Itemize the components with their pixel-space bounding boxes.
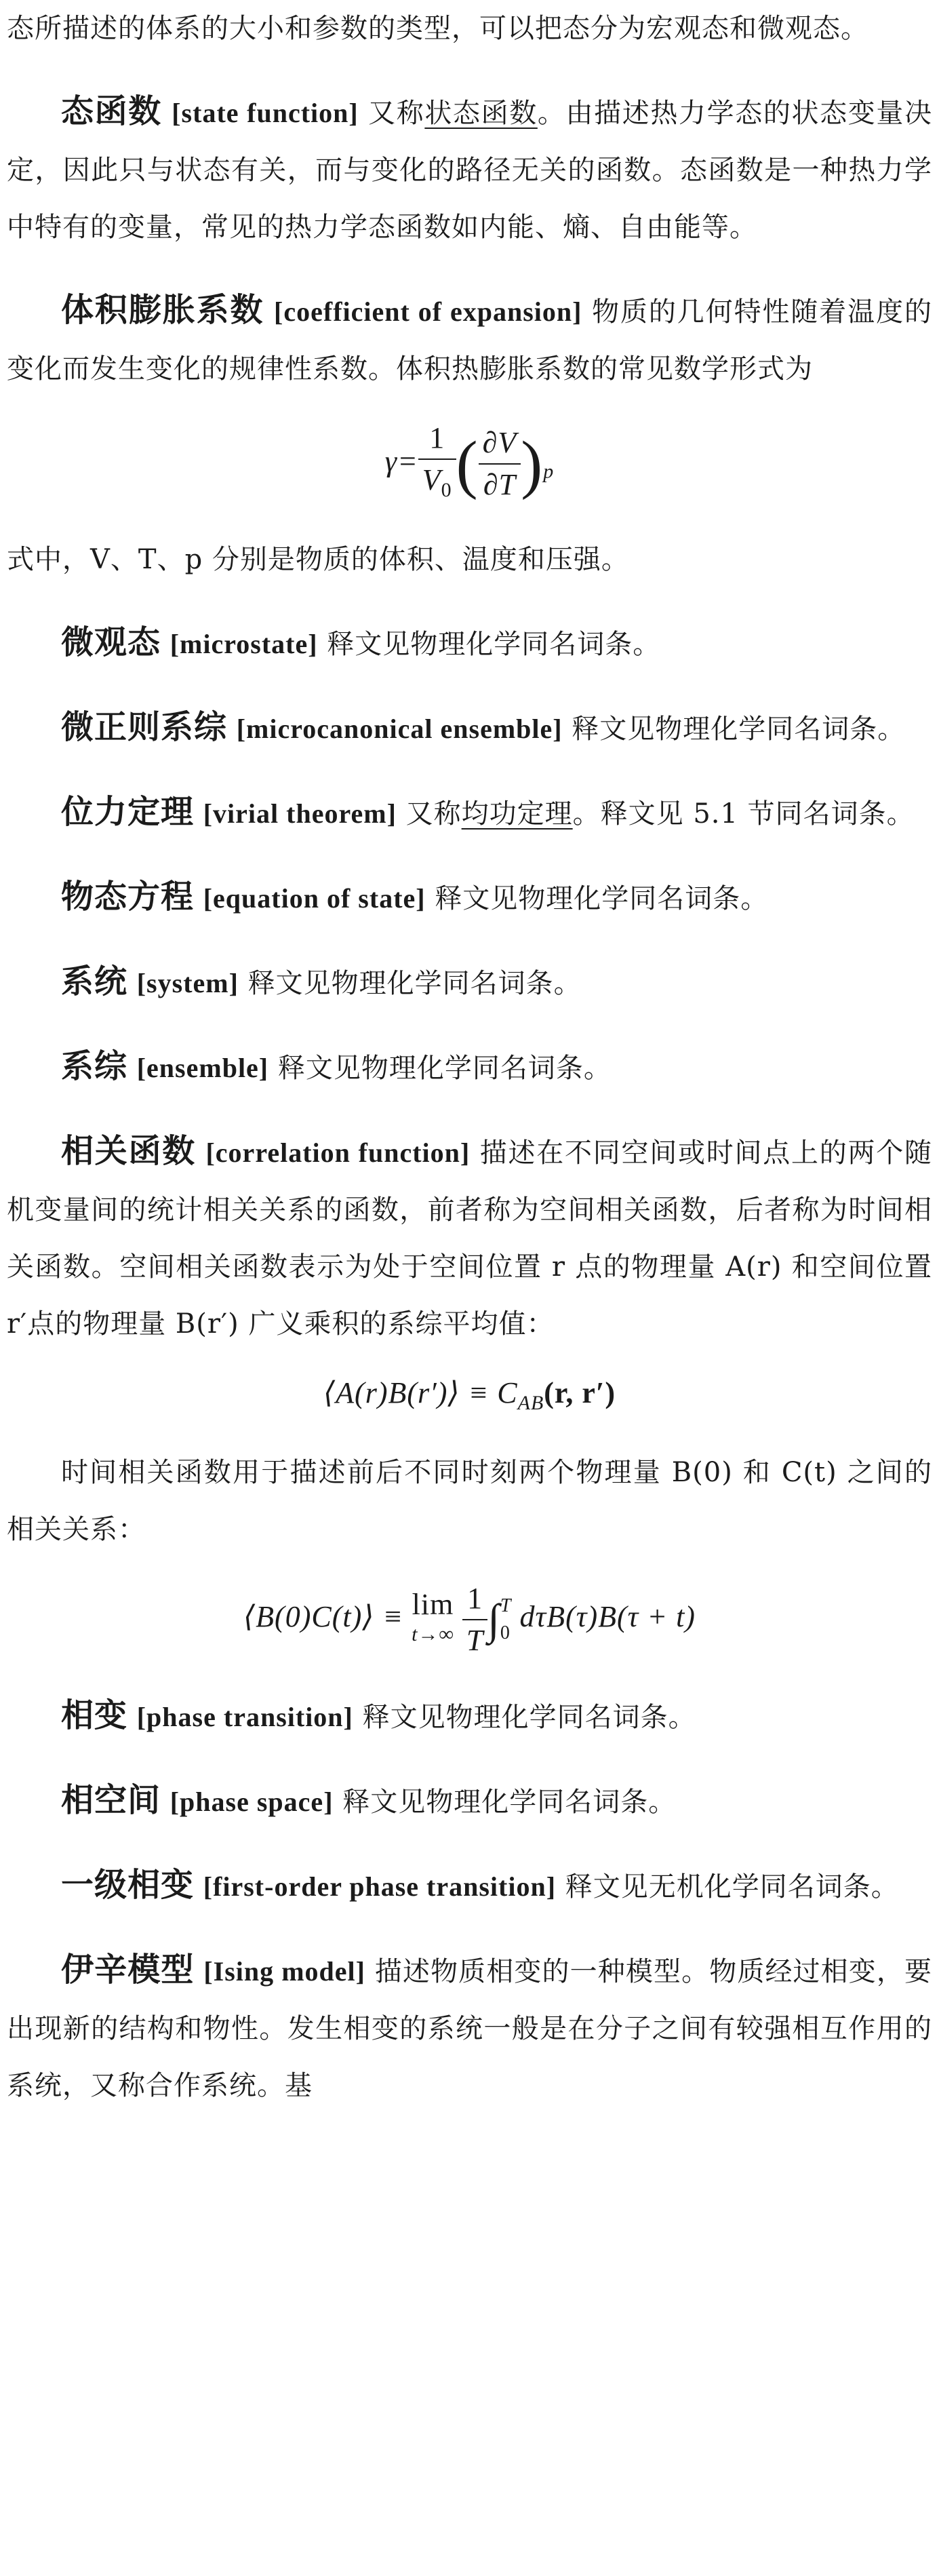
entry-microcanonical-ensemble bbox=[7, 699, 932, 758]
entry-english: [virial theorem] bbox=[203, 798, 397, 829]
entry-text: 。释文见 5.1 节同名词条。 bbox=[572, 798, 915, 830]
entry-microstate bbox=[7, 614, 932, 673]
entry-term: 相空间 bbox=[61, 1780, 161, 1819]
entry-equation-of-state bbox=[7, 868, 932, 927]
entry-text: 又称 bbox=[368, 98, 425, 129]
entry-english: [microstate] bbox=[169, 628, 318, 659]
entry-virial-theorem bbox=[7, 783, 932, 842]
entry-text: 释文见物理化学同名词条。 bbox=[435, 882, 769, 914]
entry-phase-transition bbox=[7, 1687, 932, 1746]
entry-term: 物态方程 bbox=[61, 877, 195, 916]
entry-ising-model bbox=[7, 1941, 932, 2114]
entry-english: [system] bbox=[136, 967, 239, 998]
entry-system bbox=[7, 953, 932, 1012]
entry-english: [ensemble] bbox=[136, 1052, 269, 1083]
entry-text: 释文见物理化学同名词条。 bbox=[572, 713, 906, 745]
entry-text: 描述在不同空间或时间点上的两个随机变量间的统计相关关系的函数，前者称为空间相关函数，后者称为时间相关函数。空间相关函数表示为处于空间位置 r 点的物理量 A(r) 和空间位置 r′点的物理量 B(r′) 广义乘积的系综平均值： bbox=[7, 1137, 932, 1340]
entry-term: 系综 bbox=[61, 1047, 128, 1085]
entry-text-time-correlation: 时间相关函数用于描述前后不同时刻两个物理量 B(0) 和 C(t) 之间的相关关系： bbox=[7, 1456, 932, 1545]
entry-english: [first-order phase transition] bbox=[203, 1871, 557, 1902]
entry-text: 释文见无机化学同名词条。 bbox=[565, 1871, 899, 1902]
expansion-formula: γ= $\frac{1}{V_0}$ ( $\frac{\partial V}{\partial T}$ )$_p$ bbox=[7, 418, 932, 511]
intro-paragraph: 态所描述的体系的大小和参数的类型，可以把态分为宏观态和微观态。 bbox=[7, 13, 868, 44]
formula-lhs: γ= bbox=[384, 444, 418, 478]
entry-text: 描述物质相变的一种模型。物质经过相变，要出现新的结构和物性。发生相变的系统一般是在分子之间有较强相互作用的系统，又称合作系统。基 bbox=[7, 1955, 933, 2101]
entry-state-function bbox=[7, 83, 932, 256]
entry-text: 释文见物理化学同名词条。 bbox=[247, 967, 582, 999]
entry-text: 释文见物理化学同名词条。 bbox=[277, 1052, 612, 1084]
entry-text: 释文见物理化学同名词条。 bbox=[362, 1701, 696, 1733]
entry-term: 相关函数 bbox=[61, 1131, 197, 1170]
time-correlation-formula: ⟨B(0)C(t)⟩ ≡ lim t→∞ $\frac{1}{T}$ ∫ T 0 dτB(τ)B(τ + t) bbox=[7, 1578, 932, 1661]
entry-correlation-function bbox=[7, 1123, 932, 1352]
entry-term: 相变 bbox=[61, 1696, 128, 1734]
formula-partial-fraction: $\frac{\partial V}{\partial T}$ bbox=[479, 423, 521, 505]
entry-coefficient-of-expansion bbox=[7, 281, 932, 397]
entry-english: [coefficient of expansion] bbox=[274, 296, 582, 327]
entry-text: 。由描述热力学态的状态变量决定，因此只与状态有关，而与变化的路径无关的函数。态函数是一种热力学中特有的变量，常见的热力学态函数如内能、熵、自由能等。 bbox=[7, 98, 933, 243]
entry-term: 位力定理 bbox=[61, 792, 195, 831]
entry-text: 物质的几何特性随着温度的变化而发生变化的规律性系数。体积热膨胀系数的常见数学形式为 bbox=[7, 296, 932, 385]
entry-term: 微正则系综 bbox=[61, 707, 228, 746]
entry-text-after-formula: 式中，V、T、p 分别是物质的体积、温度和压强。 bbox=[7, 543, 629, 575]
entry-text: 又称 bbox=[405, 798, 462, 830]
entry-english: [correlation function] bbox=[205, 1137, 471, 1168]
spatial-correlation-formula: ⟨A(r)B(r′)⟩ ≡ $C_{AB}(r$, r′) bbox=[323, 1375, 616, 1414]
entry-english: [state function] bbox=[172, 98, 359, 128]
cross-reference-link[interactable]: 状态函数 bbox=[424, 98, 538, 129]
entry-term: 体积膨胀系数 bbox=[61, 291, 264, 329]
cross-reference-link[interactable]: 均功定理 bbox=[461, 798, 573, 830]
entry-english: [Ising model] bbox=[203, 1955, 365, 1987]
entry-term: 伊辛模型 bbox=[61, 1950, 195, 1989]
entry-text: 释文见物理化学同名词条。 bbox=[342, 1786, 677, 1818]
entry-term: 一级相变 bbox=[61, 1865, 195, 1904]
entry-text: 释文见物理化学同名词条。 bbox=[327, 628, 661, 660]
entry-term: 微观态 bbox=[61, 623, 161, 661]
entry-ensemble bbox=[7, 1038, 932, 1097]
entry-english: [phase space] bbox=[169, 1786, 334, 1817]
formula-fraction: $\frac{1}{V_0}$ bbox=[418, 418, 456, 511]
entry-first-order-phase-transition bbox=[7, 1856, 932, 1915]
entry-english: [phase transition] bbox=[136, 1701, 353, 1732]
entry-phase-space bbox=[7, 1772, 932, 1831]
entry-english: [microcanonical ensemble] bbox=[236, 713, 563, 744]
entry-english: [equation of state] bbox=[203, 882, 426, 914]
entry-term: 态函数 bbox=[61, 92, 162, 130]
entry-term: 系统 bbox=[61, 962, 128, 1000]
